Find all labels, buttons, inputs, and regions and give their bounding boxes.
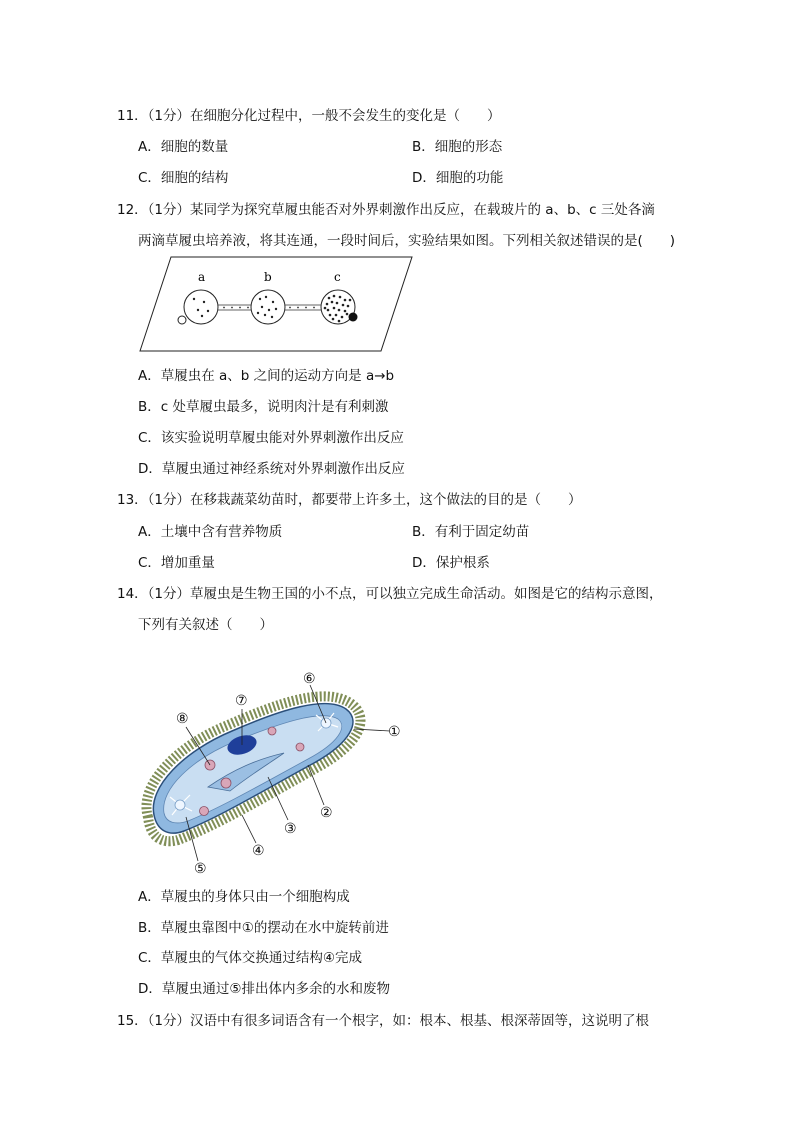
q13-option-a: A．土壤中含有营养物质	[138, 524, 283, 540]
q12-slide-figure	[138, 255, 414, 353]
q13-option-c: C．增加重量	[138, 555, 215, 571]
q11-option-d: D．细胞的功能	[412, 170, 504, 186]
label-2: ②	[320, 805, 333, 821]
drop-a	[184, 290, 218, 324]
q12-option-c: C．该实验说明草履虫能对外界刺激作出反应	[138, 430, 404, 446]
q11-option-a: A．细胞的数量	[138, 139, 229, 155]
q13-stem: 13．（1分）在移栽蔬菜幼苗时，都要带上许多土，这个做法的目的是（ ）	[117, 492, 582, 508]
q11-stem: 11．（1分）在细胞分化过程中，一般不会发生的变化是（ ）	[117, 108, 501, 124]
q12-option-b: B．c 处草履虫最多，说明肉汁是有利刺激	[138, 399, 389, 415]
q13-option-d: D．保护根系	[412, 555, 490, 571]
label-8: ⑧	[176, 711, 189, 727]
q14-option-d: D．草履虫通过⑤排出体内多余的水和废物	[138, 981, 390, 997]
q14-option-b: B．草履虫靠图中①的摆动在水中旋转前进	[138, 920, 389, 936]
drop-b	[251, 290, 285, 324]
label-b: b	[264, 270, 272, 284]
label-3: ③	[284, 821, 297, 837]
paramecium-figure	[138, 665, 408, 880]
q11-option-b: B．细胞的形态	[412, 139, 503, 155]
q15-stem: 15．（1分）汉语中有很多词语含有一个根字，如：根本、根基、根深蒂固等，这说明了根	[117, 1013, 650, 1029]
q14-stem-line2: 下列有关叙述（ ）	[138, 617, 273, 633]
label-a: a	[198, 270, 206, 284]
q13-option-b: B．有利于固定幼苗	[412, 524, 530, 540]
q12-option-a: A．草履虫在 a、b 之间的运动方向是 a→b	[138, 368, 395, 384]
q11-option-c: C．细胞的结构	[138, 170, 229, 186]
q12-stem-line2: 两滴草履虫培养液，将其连通，一段时间后，实验结果如图。下列相关叙述错误的是( )	[138, 233, 676, 249]
q14-stem-line1: 14．（1分）草履虫是生物王国的小不点，可以独立完成生命活动。如图是它的结构示意图，	[117, 586, 663, 602]
label-1: ①	[388, 724, 401, 740]
q14-option-c: C．草履虫的气体交换通过结构④完成	[138, 950, 363, 966]
label-6: ⑥	[303, 671, 316, 687]
q14-option-a: A．草履虫的身体只由一个细胞构成	[138, 889, 350, 905]
label-5: ⑤	[194, 861, 207, 877]
label-7: ⑦	[235, 693, 248, 709]
label-4: ④	[252, 843, 265, 859]
q12-stem-line1: 12．（1分）某同学为探究草履虫能否对外界刺激作出反应，在载玻片的 a、b、c 三处各滴	[117, 202, 655, 218]
label-c: c	[334, 270, 341, 284]
q12-option-d: D．草履虫通过神经系统对外界刺激作出反应	[138, 461, 405, 477]
